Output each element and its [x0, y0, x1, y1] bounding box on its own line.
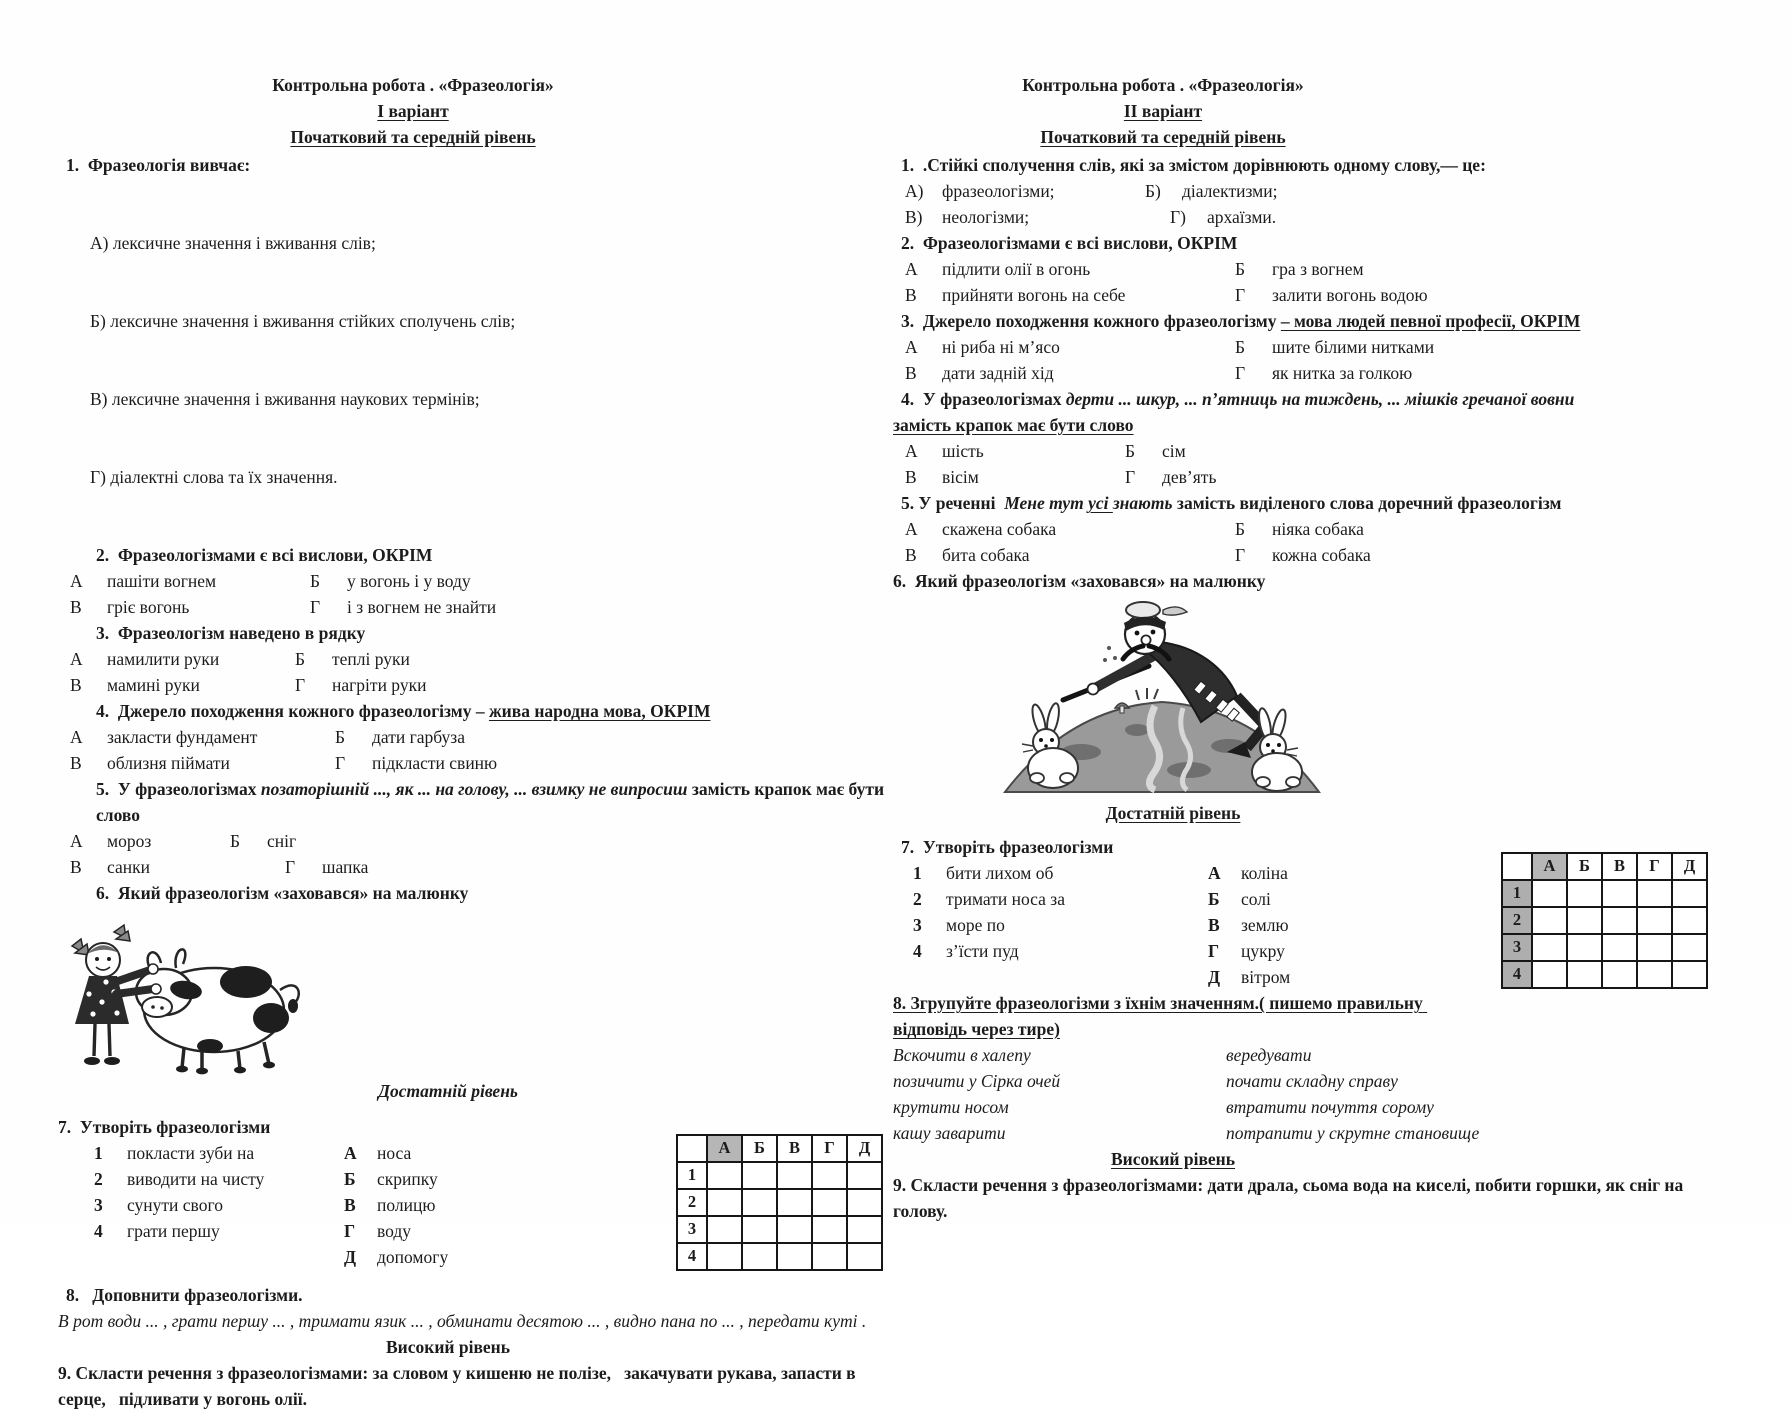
grid-row-header: 1	[1502, 880, 1532, 907]
answer-cell	[742, 1243, 777, 1270]
q7-letter-option: В полицю	[344, 1195, 436, 1215]
q4-option: Г підкласти свиню	[335, 753, 498, 773]
grid-row-header: 2	[1502, 907, 1532, 934]
q6-stem: 6. Який фразеологізм «заховався» на малюнку	[893, 571, 1266, 591]
q7-letter-option: В землю	[1208, 915, 1289, 935]
q2-option: Г і з вогнем не знайти	[310, 597, 497, 617]
variant1-header	[58, 72, 768, 150]
q7-item: 3 море по	[913, 915, 1005, 935]
q3-options-row	[70, 672, 892, 698]
q8-stem: 8. Доповнити фразеологізми.	[66, 1285, 303, 1305]
q1-stem: 1. Фразеологія вивчає:	[66, 155, 251, 175]
grid-row	[677, 1189, 882, 1216]
q3-option: Б теплі руки	[295, 649, 410, 669]
variant1-column	[58, 72, 892, 1412]
grid-row	[677, 1162, 882, 1189]
grid-row	[1502, 907, 1707, 934]
q3-option: Г нагріти руки	[295, 675, 427, 695]
answer-cell	[707, 1216, 742, 1243]
answer-cell	[777, 1189, 812, 1216]
q2-option: Б у вогонь і у воду	[310, 571, 471, 591]
q2-option: Б гра з вогнем	[1235, 259, 1364, 279]
q3-option: Г як нитка за голкою	[1235, 363, 1413, 383]
q5-option: Г кожна собака	[1235, 545, 1371, 565]
q2-options-row	[905, 282, 1738, 308]
q4-option: В вісім	[905, 467, 979, 487]
level-label: Початковий та середній рівень	[1040, 127, 1286, 147]
q2-options-row	[70, 568, 892, 594]
q1-options-row	[905, 204, 1738, 230]
q3-options-row	[905, 334, 1738, 360]
q7-item: 1 бити лихом об	[913, 863, 1054, 883]
grid-col-header: А	[1532, 853, 1567, 880]
answer-cell	[812, 1162, 847, 1189]
sufficient-level-label: Достатній рівень	[378, 1081, 518, 1101]
q7-letter-option: Б скрипку	[344, 1169, 438, 1189]
q5-option: В санки	[70, 857, 150, 877]
q2-option: В прийняти вогонь на себе	[905, 285, 1126, 305]
grid-col-header: Б	[742, 1135, 777, 1162]
answer-cell	[1532, 934, 1567, 961]
answer-cell	[847, 1189, 882, 1216]
q3-option: Б шите білими нитками	[1235, 337, 1435, 357]
answer-cell	[742, 1216, 777, 1243]
q7-item: 4 грати першу	[94, 1221, 220, 1241]
q4-options-row	[905, 438, 1738, 464]
q9-task: 9. Скласти речення з фразеологізмами: за словом у кишеню не полізе, закачувати рукава, запасти в серце, підливати у вогонь олії.	[58, 1363, 861, 1409]
answer-cell	[777, 1243, 812, 1270]
q8-pair: крутити носом втратити почуття сорому	[893, 1097, 1434, 1117]
grid-col-header: Б	[1567, 853, 1602, 880]
answer-cell	[742, 1189, 777, 1216]
q3-option: А ні риба ні м’ясо	[905, 337, 1060, 357]
q4-options-row	[70, 724, 892, 750]
answer-cell	[1532, 880, 1567, 907]
answer-cell	[812, 1189, 847, 1216]
q8-phrases: В рот води ... , грати першу ... , тримати язик ... , обминати десятою ... , видно пана по ... , передати куті .	[58, 1311, 867, 1331]
q1-option: Б) діалектизми;	[1145, 181, 1278, 201]
answer-grid-variant2	[1501, 852, 1708, 989]
q7-item: 4 з’їсти пуд	[913, 941, 1019, 961]
q9-task: 9. Скласти речення з фразеологізмами: дати драла, сьома вода на киселі, побити горшки, як сніг на голову.	[893, 1175, 1688, 1221]
answer-cell	[1567, 961, 1602, 988]
grid-row	[1502, 880, 1707, 907]
answer-cell	[1602, 880, 1637, 907]
variant-label: І варіант	[377, 101, 449, 121]
grid-row-header: 3	[677, 1216, 707, 1243]
answer-cell	[847, 1162, 882, 1189]
q7-item: 2 тримати носа за	[913, 889, 1065, 909]
grid-col-header: Г	[1637, 853, 1672, 880]
answer-cell	[1602, 961, 1637, 988]
q5-options-row	[905, 516, 1738, 542]
q6-stem: 6. Який фразеологізм «заховався» на малюнку	[96, 883, 469, 903]
grid-row	[1502, 961, 1707, 988]
q4-option: А закласти фундамент	[70, 727, 258, 747]
variant-label: ІІ варіант	[1123, 101, 1203, 121]
q8-pair: Вскочити в халепу вередувати	[893, 1045, 1312, 1065]
grid-row-header: 2	[677, 1189, 707, 1216]
variant2-column	[893, 72, 1738, 1224]
q5-option: Г шапка	[285, 857, 369, 877]
answer-cell	[1672, 961, 1707, 988]
grid-col-header: А	[707, 1135, 742, 1162]
grid-col-header: Г	[812, 1135, 847, 1162]
answer-grid-variant1	[676, 1134, 883, 1271]
bull	[136, 949, 299, 1074]
q1-option: Г) діалектні слова та їх значення.	[90, 467, 338, 487]
variant2-header	[893, 72, 1433, 150]
grid-row	[677, 1216, 882, 1243]
answer-cell	[1637, 880, 1672, 907]
q5-options-row	[905, 542, 1738, 568]
q7-letter-options	[1208, 860, 1290, 990]
q3-option: В дати задній хід	[905, 363, 1054, 383]
q7-letter-option: А коліна	[1208, 863, 1288, 883]
grid-header-row	[677, 1135, 882, 1162]
grid-row-header: 4	[677, 1243, 707, 1270]
q3-stem: 3. Фразеологізм наведено в рядку	[96, 623, 366, 643]
q2-options-row	[905, 256, 1738, 282]
q7-matching	[893, 834, 1738, 990]
q4-stem: 4. У фразеологізмах дерти ... шкур, ... п’ятниць на тиждень, ... мішків гречаної вовни	[901, 389, 1575, 409]
q2-option: Г залити вогонь водою	[1235, 285, 1428, 305]
q3-option: А намилити руки	[70, 649, 220, 669]
q1-option: В) лексичне значення і вживання наукових термінів;	[90, 389, 480, 409]
q2-option: В гріє вогонь	[70, 597, 190, 617]
q7-letter-options	[344, 1140, 448, 1270]
q5-option: А мороз	[70, 831, 152, 851]
grid-header-row	[1502, 853, 1707, 880]
q5-option: Б сніг	[230, 831, 297, 851]
q7-letter-option: Б солі	[1208, 889, 1271, 909]
answer-cell	[1567, 907, 1602, 934]
q1-option: А) лексичне значення і вживання слів;	[90, 233, 376, 253]
q7-stem: 7. Утворіть фразеологізми	[901, 837, 1114, 857]
chasing-two-hares-illustration	[997, 596, 1327, 796]
q7-items	[94, 1140, 344, 1270]
q4-options-row	[905, 464, 1738, 490]
q7-item: 1 покласти зуби на	[94, 1143, 255, 1163]
q2-stem: 2. Фразеологізмами є всі вислови, ОКРІМ	[901, 233, 1238, 253]
q1-option: Б) лексичне значення і вживання стійких сполучень слів;	[90, 311, 516, 331]
q1-stem: 1. .Стійкі сполучення слів, які за змістом дорівнюють одному слову,— це:	[901, 155, 1486, 175]
answer-cell	[847, 1243, 882, 1270]
q3-option: В мамині руки	[70, 675, 200, 695]
q3-stem: 3. Джерело походження кожного фразеологізму – мова людей певної професії, ОКРІМ	[901, 311, 1581, 331]
q7-stem: 7. Утворіть фразеологізми	[58, 1117, 271, 1137]
q8-stem: 8. Згрупуйте фразеологізми з їхнім значенням.( пишемо правильну відповідь через тире)	[893, 993, 1428, 1039]
answer-cell	[707, 1189, 742, 1216]
q2-stem: 2. Фразеологізмами є всі вислови, ОКРІМ	[96, 545, 433, 565]
q7-item: 2 виводити на чисту	[94, 1169, 265, 1189]
answer-cell	[707, 1243, 742, 1270]
q8-pair: кашу заварити потрапити у скрутне становище	[893, 1123, 1480, 1143]
q7-letter-option: А носа	[344, 1143, 412, 1163]
grid-col-header: Д	[847, 1135, 882, 1162]
answer-cell	[812, 1216, 847, 1243]
grid-row	[677, 1243, 882, 1270]
q1-option: В) неологізми;	[905, 207, 1030, 227]
q2-option: А пашіти вогнем	[70, 571, 217, 591]
q7-item: 3 сунути свого	[94, 1195, 223, 1215]
answer-cell	[742, 1162, 777, 1189]
q4-option: Г дев’ять	[1125, 467, 1217, 487]
level-label: Початковий та середній рівень	[290, 127, 536, 147]
grid-row-header: 1	[677, 1162, 707, 1189]
answer-cell	[777, 1162, 812, 1189]
q7-letter-option: Д вітром	[1208, 967, 1291, 987]
grid-row-header: 3	[1502, 934, 1532, 961]
q4-option: Б дати гарбуза	[335, 727, 465, 747]
q4-stem: 4. Джерело походження кожного фразеологізму – жива народна мова, ОКРІМ	[96, 701, 711, 721]
q2-options-row	[70, 594, 892, 620]
girl-takes-bull-by-horns-illustration	[62, 910, 297, 1072]
answer-cell	[812, 1243, 847, 1270]
q3-options-row	[905, 360, 1738, 386]
q7-matching	[58, 1114, 892, 1270]
test-title: Контрольна робота . «Фразеологія»	[1022, 75, 1304, 95]
answer-cell	[1637, 961, 1672, 988]
q1-option: Г) архаїзми.	[1170, 207, 1277, 227]
q1-options-row	[905, 178, 1738, 204]
q7-items	[913, 860, 1208, 990]
q7-letter-option: Г цукру	[1208, 941, 1285, 961]
answer-cell	[1602, 934, 1637, 961]
high-level-label: Високий рівень	[385, 1337, 511, 1357]
answer-cell	[1567, 880, 1602, 907]
q1-options	[90, 178, 892, 542]
answer-cell	[1637, 934, 1672, 961]
answer-cell	[1672, 880, 1707, 907]
q4-option: Б сім	[1125, 441, 1186, 461]
high-level-label: Високий рівень	[1110, 1149, 1236, 1169]
answer-cell	[707, 1162, 742, 1189]
q5-option: В бита собака	[905, 545, 1030, 565]
q5-options-row	[70, 828, 892, 854]
grid-col-header: Д	[1672, 853, 1707, 880]
grid-col-header: В	[777, 1135, 812, 1162]
grid-corner-cell	[1502, 853, 1532, 880]
q5-stem: 5. У фразеологізмах позаторішній ..., як ... на голову, ... взимку не випросиш замість крапок має бути слово	[96, 779, 889, 825]
grid-row-header: 4	[1502, 961, 1532, 988]
q8-pair: позичити у Сірка очей почати складну справу	[893, 1071, 1398, 1091]
answer-cell	[1637, 907, 1672, 934]
q5-option: Б ніяка собака	[1235, 519, 1364, 539]
q8-pairs	[893, 1042, 1738, 1146]
q5-stem: 5. У реченні Мене тут усі знають замість виділеного слова доречний фразеологізм	[901, 493, 1562, 513]
answer-cell	[847, 1216, 882, 1243]
q5-option: А скажена собака	[905, 519, 1057, 539]
q2-option: А підлити олії в огонь	[905, 259, 1091, 279]
q4-option: В облизня піймати	[70, 753, 230, 773]
answer-cell	[1532, 961, 1567, 988]
test-title: Контрольна робота . «Фразеологія»	[272, 75, 554, 95]
q4-stem-continued: замість крапок має бути слово	[893, 415, 1134, 435]
q5-options-row	[70, 854, 892, 880]
answer-cell	[1672, 934, 1707, 961]
q4-options-row	[70, 750, 892, 776]
answer-cell	[1532, 907, 1567, 934]
grid-row	[1502, 934, 1707, 961]
grid-col-header: В	[1602, 853, 1637, 880]
grid-corner-cell	[677, 1135, 707, 1162]
answer-cell	[1567, 934, 1602, 961]
answer-cell	[1602, 907, 1637, 934]
sufficient-level-label: Достатній рівень	[1105, 803, 1241, 823]
q1-option: А) фразеологізми;	[905, 181, 1055, 201]
hare-right	[1252, 707, 1302, 791]
q7-letter-option: Г воду	[344, 1221, 412, 1241]
answer-cell	[777, 1216, 812, 1243]
q7-letter-option: Д допомогу	[344, 1247, 449, 1267]
answer-cell	[1672, 907, 1707, 934]
q4-option: А шість	[905, 441, 984, 461]
q3-options-row	[70, 646, 892, 672]
